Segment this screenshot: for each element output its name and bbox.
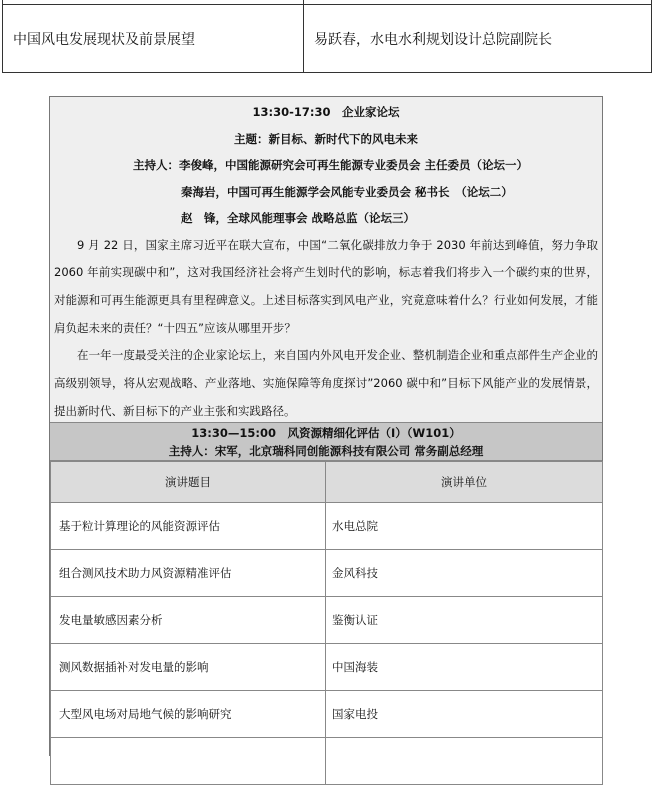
- talk-topic: 基于粒计算理论的风能资源评估: [51, 503, 326, 550]
- talks-header-row: [51, 462, 603, 503]
- speaker-cell: 易跃春，水电水利规划设计总院副院长: [304, 5, 652, 73]
- table-row: [51, 644, 603, 691]
- subsession-host: 主持人：宋军，北京瑞科同创能源科技有限公司 常务副总经理: [168, 444, 484, 458]
- intro-paragraph: 9 月 22 日，国家主席习近平在联大宣布，中国“二氧化碳排放力争于 2030 年前达到峰值，努力争取 2060 年前实现碳中和”，这对我国经济社会将产生划时代的影响，标志着我们将步入一个碳约束的世界，对能源和可再生能源更具有里程碑意义。上述目标落实到风电产业，究竟意味着什么？行业如何发展，才能肩负起未来的责任？“十四五”应该从哪里开步？: [54, 237, 598, 335]
- table-row: [51, 738, 603, 785]
- session-host: 秦海岩，中国可再生能源学会风能专业委员会 秘书长 （论坛二）: [181, 184, 513, 199]
- table-row: [51, 597, 603, 644]
- subsession-title: 13:30—15:00 风资源精细化评估（I）（W101）: [191, 426, 461, 440]
- header-org: 演讲单位: [326, 462, 603, 503]
- talk-org: 金风科技: [326, 550, 603, 597]
- talks-table: [50, 461, 603, 785]
- talk-topic: 组合测风技术助力风资源精准评估: [51, 550, 326, 597]
- session-time-title: 13:30-17:30 企业家论坛: [252, 105, 400, 119]
- previous-agenda-table: [2, 0, 652, 73]
- talk-topic: 大型风电场对局地气候的影响研究: [51, 691, 326, 738]
- entrepreneur-forum-session: [49, 96, 603, 756]
- talk-org: 中国海装: [326, 644, 603, 691]
- session-theme: 主题：新目标、新时代下的风电未来: [234, 131, 418, 146]
- header-topic: 演讲题目: [51, 462, 326, 503]
- talk-topic: 发电量敏感因素分析: [51, 597, 326, 644]
- table-row: [3, 5, 652, 73]
- talk-org: 水电总院: [326, 503, 603, 550]
- session-intro: [50, 232, 602, 426]
- table-row: [51, 550, 603, 597]
- talk-org: [326, 738, 603, 785]
- table-row: [51, 691, 603, 738]
- talk-topic: 测风数据插补对发电量的影响: [51, 644, 326, 691]
- table-row: [51, 503, 603, 550]
- talk-topic: [51, 738, 326, 785]
- topic-cell: 中国风电发展现状及前景展望: [3, 5, 304, 73]
- intro-paragraph: 在一年一度最受关注的企业家论坛上，来自国内外风电开发企业、整机制造企业和重点部件生产企业的高级别领导，将从宏观战略、产业落地、实施保障等角度探讨”2060 碳中和”目标下风能产业的发展情景，提出新时代、新目标下的产业主张和实践路径。: [54, 348, 598, 418]
- session-host: 主持人：李俊峰，中国能源研究会可再生能源专业委员会 主任委员（论坛一）: [133, 158, 528, 172]
- session-host: 赵 锋，全球风能理事会 战略总监（论坛三）: [181, 211, 416, 225]
- talk-org: 鉴衡认证: [326, 597, 603, 644]
- subsession-header: [50, 422, 602, 461]
- talk-org: 国家电投: [326, 691, 603, 738]
